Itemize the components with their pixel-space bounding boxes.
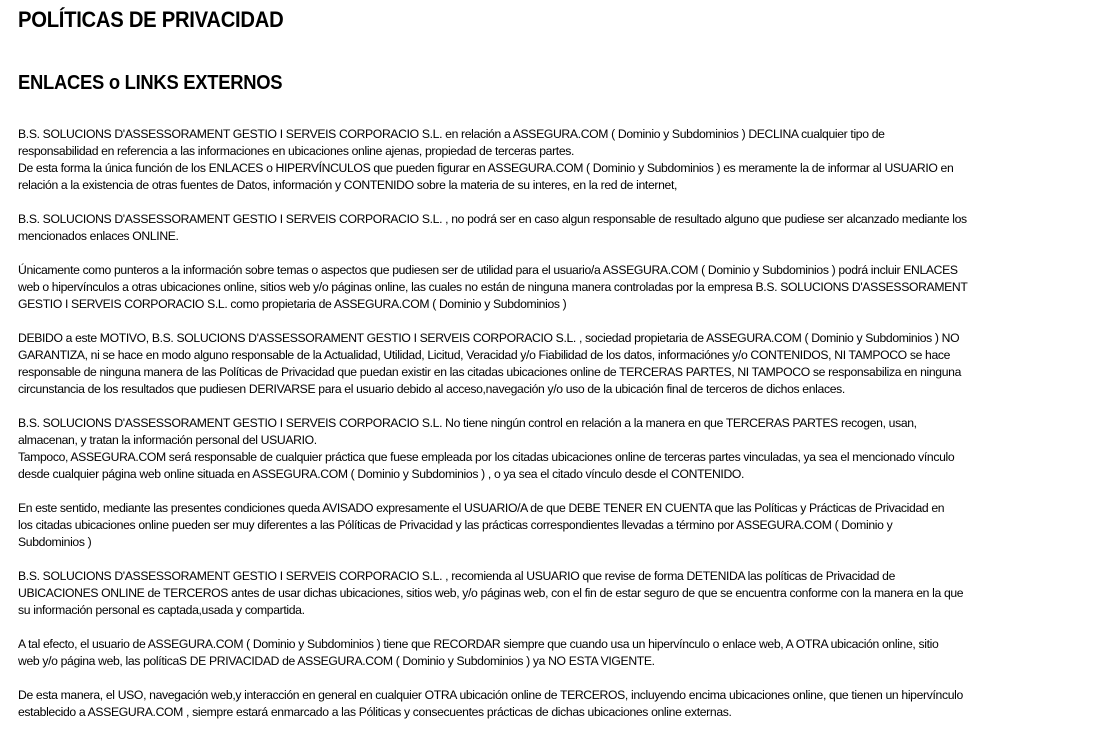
page-title: POLÍTICAS DE PRIVACIDAD — [18, 7, 284, 32]
paragraph-line: B.S. SOLUCIONS D'ASSESSORAMENT GESTIO I SERVEIS CORPORACIO S.L. No tiene ningún control en relación a la manera en que TERCERAS PARTES recogen, usan, — [18, 416, 917, 430]
paragraph-line: relación a la existencia de otras fuentes de Datos, información y CONTENIDO sobre la materia de su interes, en la red de internet, — [18, 178, 678, 192]
paragraph-line: DEBIDO a este MOTIVO, B.S. SOLUCIONS D'ASSESSORAMENT GESTIO I SERVEIS CORPORACIO S.L. , sociedad propietaria de ASSEGURA.COM ( Dominio y Subdominios ) NO — [18, 331, 960, 345]
paragraph — [18, 500, 1080, 551]
paragraph — [18, 687, 1080, 721]
paragraph-line: circunstancia de los resultados que pudiesen DERIVARSE para el usuario debido al acceso,navegación y/o uso de la ubicación final de terceros de dichos enlaces. — [18, 382, 845, 396]
paragraph-line: B.S. SOLUCIONS D'ASSESSORAMENT GESTIO I SERVEIS CORPORACIO S.L. en relación a ASSEGURA.COM ( Dominio y Subdominios ) DECLINA cualquier tipo de — [18, 127, 885, 141]
section-title: ENLACES o LINKS EXTERNOS — [18, 72, 283, 94]
paragraph-line: desde cualquier página web online situada en ASSEGURA.COM ( Dominio y Subdominios ) , o ya sea el citado vínculo desde el CONTENIDO. — [18, 467, 745, 481]
paragraph — [18, 636, 1080, 670]
paragraph — [18, 415, 1080, 483]
paragraph-line: responsabilidad en referencia a las informaciones en ubicaciones online ajenas, propiedad de terceras partes. — [18, 144, 575, 158]
paragraph-line: web y/o página web, las políticaS DE PRIVACIDAD de ASSEGURA.COM ( Dominio y Subdominios ) ya NO ESTA VIGENTE. — [18, 654, 655, 668]
paragraph-line: Subdominios ) — [18, 535, 92, 549]
paragraph-line: responsable de ninguna manera de las Políticas de Privacidad que puedan existir en las citadas ubicaciones online de TERCERAS PARTES, NI TAMPOCO se responsabiliza en ninguna — [18, 365, 962, 379]
paragraph-line: los citadas ubicaciones online pueden ser muy diferentes a las Pólíticas de Privacidad y las prácticas correspondientes llevadas a término por ASSEGURA.COM ( Dominio y — [18, 518, 893, 532]
paragraph-line: Tampoco, ASSEGURA.COM será responsable de cualquier práctica que fuese empleada por los citadas ubicaciones online de terceras partes vinculadas, ya sea el mencionado vínculo — [18, 450, 955, 464]
document-body — [18, 126, 1080, 721]
paragraph-line: UBICACIONES ONLINE de TERCEROS antes de usar dichas ubicaciones, sitios web, y/o páginas web, con el fin de estar seguro de que se encuentra conforme con la manera en la que — [18, 586, 964, 600]
paragraph-line: GESTIO I SERVEIS CORPORACIO S.L. como propietaria de ASSEGURA.COM ( Dominio y Subdominios ) — [18, 297, 567, 311]
paragraph — [18, 262, 1080, 313]
paragraph-line: Únicamente como punteros a la información sobre temas o aspectos que pudiesen ser de utilidad para el usuario/a ASSEGURA.COM ( Dominio y Subdominios ) podrá incluir ENLACES — [18, 263, 958, 277]
paragraph-line: GARANTIZA, ni se hace en modo alguno responsable de la Actualidad, Utilidad, Licitud, Veracidad y/o Fiabilidad de los datos, informaciónes y/o CONTENIDOS, NI TAMPOCO se hace — [18, 348, 951, 362]
paragraph — [18, 126, 1080, 194]
paragraph-line: En este sentido, mediante las presentes condiciones queda AVISADO expresamente el USUARIO/A de que DEBE TENER EN CUENTA que las Políticas y Prácticas de Privacidad en — [18, 501, 945, 515]
paragraph-line: mencionados enlaces ONLINE. — [18, 229, 179, 243]
paragraph-line: A tal efecto, el usuario de ASSEGURA.COM ( Dominio y Subdominios ) tiene que RECORDAR siempre que cuando usa un hipervínculo o enlace web, A OTRA ubicación online, sitio — [18, 637, 939, 651]
paragraph-line: almacenan, y tratan la información personal del USUARIO. — [18, 433, 317, 447]
paragraph-line: De esta forma la única función de los ENLACES o HIPERVÍNCULOS que pueden figurar en ASSEGURA.COM ( Dominio y Subdominios ) es meramente la de informar al USUARIO en — [18, 161, 954, 175]
paragraph-line: B.S. SOLUCIONS D'ASSESSORAMENT GESTIO I SERVEIS CORPORACIO S.L. , recomienda al USUARIO que revise de forma DETENIDA las políticas de Privacidad de — [18, 569, 895, 583]
paragraph-line: B.S. SOLUCIONS D'ASSESSORAMENT GESTIO I SERVEIS CORPORACIO S.L. , no podrá ser en caso algun responsable de resultado alguno que pudiese ser alcanzado mediante los — [18, 212, 967, 226]
paragraph — [18, 330, 1080, 398]
paragraph-line: su información personal es captada,usada y compartida. — [18, 603, 305, 617]
paragraph — [18, 568, 1080, 619]
paragraph-line: web o hipervínculos a otras ubicaciones online, sitios web y/o páginas online, las cuales no están de ninguna manera controladas por la empresa B.S. SOLUCIONS D'ASSESSORAMENT — [18, 280, 968, 294]
paragraph — [18, 211, 1080, 245]
paragraph-line: establecido a ASSEGURA.COM , siempre estará enmarcado a las Póliticas y consecuentes prácticas de dichas ubicaciones online externas. — [18, 705, 732, 719]
paragraph-line: De esta manera, el USO, navegación web,y interacción en general en cualquier OTRA ubicación online de TERCEROS, incluyendo encima ubicaciones online, que tienen un hipervínculo — [18, 688, 963, 702]
